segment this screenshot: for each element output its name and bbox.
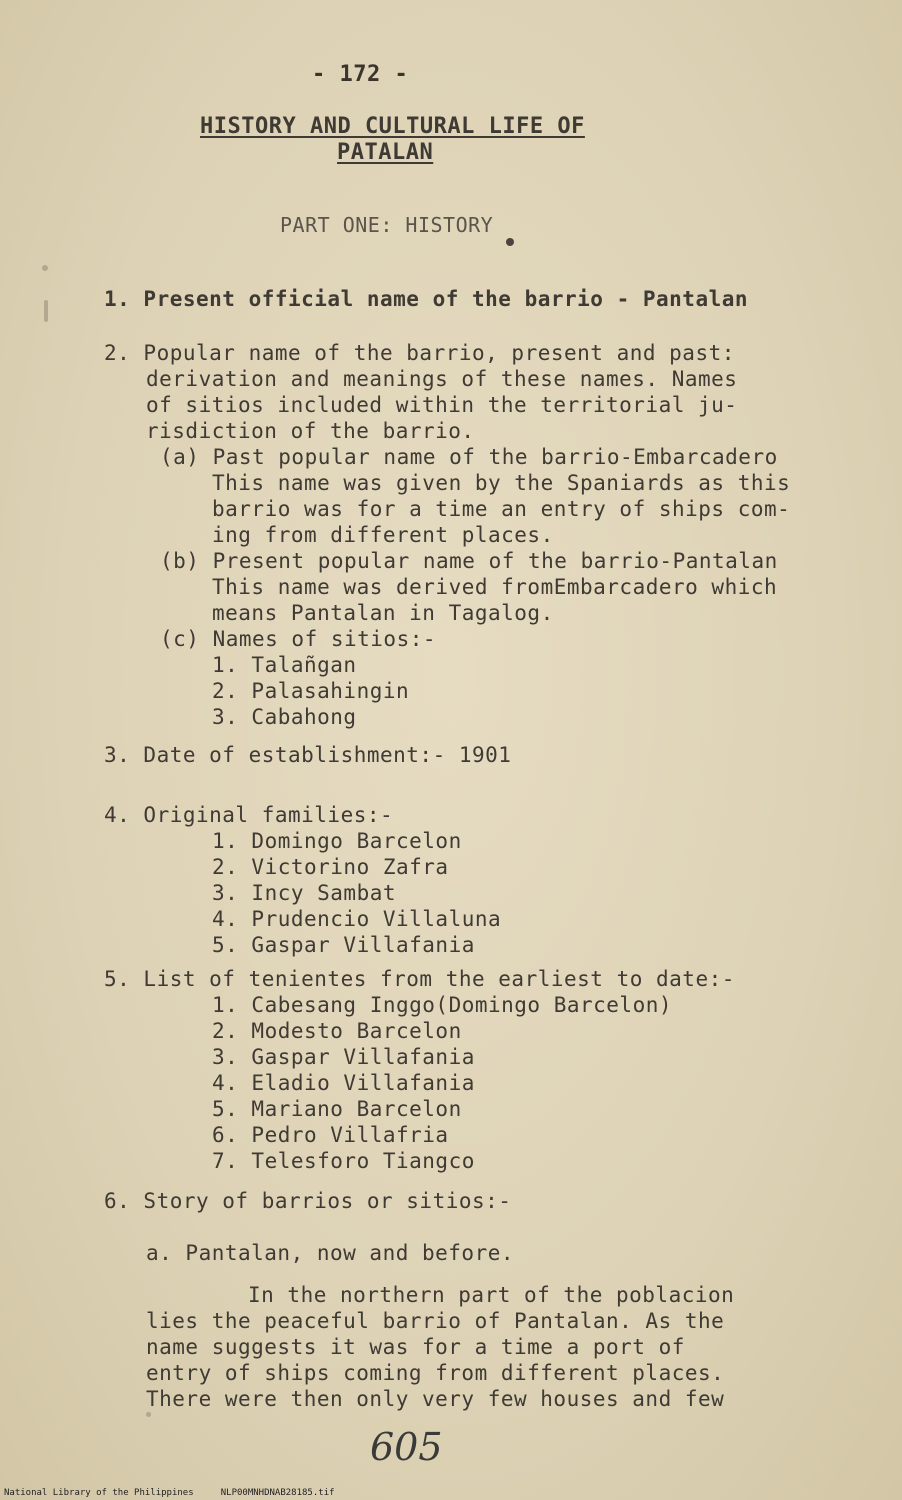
teniente-item: 1. Cabesang Inggo(Domingo Barcelon) <box>212 993 673 1017</box>
sitio-item: 1. Talañgan <box>212 653 357 677</box>
item-2-line: derivation and meanings of these names. Names <box>146 367 738 391</box>
part-heading: PART ONE: HISTORY <box>280 213 494 237</box>
teniente-item: 5. Mariano Barcelon <box>212 1097 462 1121</box>
paragraph-line: lies the peaceful barrio of Pantalan. As the <box>146 1309 725 1333</box>
family-item: 5. Gaspar Villafania <box>212 933 475 957</box>
item-2a-line: This name was given by the Spaniards as this <box>212 471 791 495</box>
teniente-item: 4. Eladio Villafania <box>212 1071 475 1095</box>
page-number: - 172 - <box>312 62 409 87</box>
item-2-line: of sitios included within the territorial ju- <box>146 393 738 417</box>
teniente-item: 7. Telesforo Tiangco <box>212 1149 475 1173</box>
ink-dot <box>506 238 514 246</box>
ink-spot <box>146 1412 151 1417</box>
teniente-item: 6. Pedro Villafria <box>212 1123 449 1147</box>
item-1: 1. Present official name of the barrio - Pantalan <box>104 287 749 311</box>
bleed-through-text <box>582 90 842 1190</box>
item-6: 6. Story of barrios or sitios:- <box>104 1189 512 1213</box>
paragraph-line: In the northern part of the poblacion <box>248 1283 735 1307</box>
item-2c-line: (c) Names of sitios:- <box>160 627 437 651</box>
paragraph-line: There were then only very few houses and few <box>146 1387 725 1411</box>
teniente-item: 3. Gaspar Villafania <box>212 1045 475 1069</box>
title-line-1: HISTORY AND CULTURAL LIFE OF <box>200 114 585 139</box>
sitio-item: 2. Palasahingin <box>212 679 410 703</box>
item-2-line: risdiction of the barrio. <box>146 419 475 443</box>
family-item: 3. Incy Sambat <box>212 881 397 905</box>
sitio-item: 3. Cabahong <box>212 705 357 729</box>
ink-spot <box>44 300 48 322</box>
item-2a-line: ing from different places. <box>212 523 554 547</box>
item-2b-line: This name was derived fromEmbarcadero which <box>212 575 778 599</box>
family-item: 1. Domingo Barcelon <box>212 829 462 853</box>
item-2-line: 2. Popular name of the barrio, present and past: <box>104 341 735 365</box>
family-item: 2. Victorino Zafra <box>212 855 449 879</box>
archive-footer: National Library of the Philippines NLP00MNHDNAB28185.tif <box>4 1488 335 1498</box>
item-4: 4. Original families:- <box>104 803 394 827</box>
item-3: 3. Date of establishment:- 1901 <box>104 743 512 767</box>
item-2a-line: (a) Past popular name of the barrio-Embarcadero <box>160 445 778 469</box>
item-2b-line: (b) Present popular name of the barrio-Pantalan <box>160 549 778 573</box>
paragraph-line: entry of ships coming from different places. <box>146 1361 725 1385</box>
item-6a: a. Pantalan, now and before. <box>146 1241 515 1265</box>
teniente-item: 2. Modesto Barcelon <box>212 1019 462 1043</box>
ink-spot <box>42 265 48 271</box>
item-2b-line: means Pantalan in Tagalog. <box>212 601 554 625</box>
handwritten-page-number: 605 <box>370 1425 443 1469</box>
item-2a-line: barrio was for a time an entry of ships com- <box>212 497 791 521</box>
family-item: 4. Prudencio Villaluna <box>212 907 502 931</box>
item-5: 5. List of tenientes from the earliest to date:- <box>104 967 735 991</box>
paragraph-line: name suggests it was for a time a port of <box>146 1335 685 1359</box>
title-line-2: PATALAN <box>337 140 434 165</box>
